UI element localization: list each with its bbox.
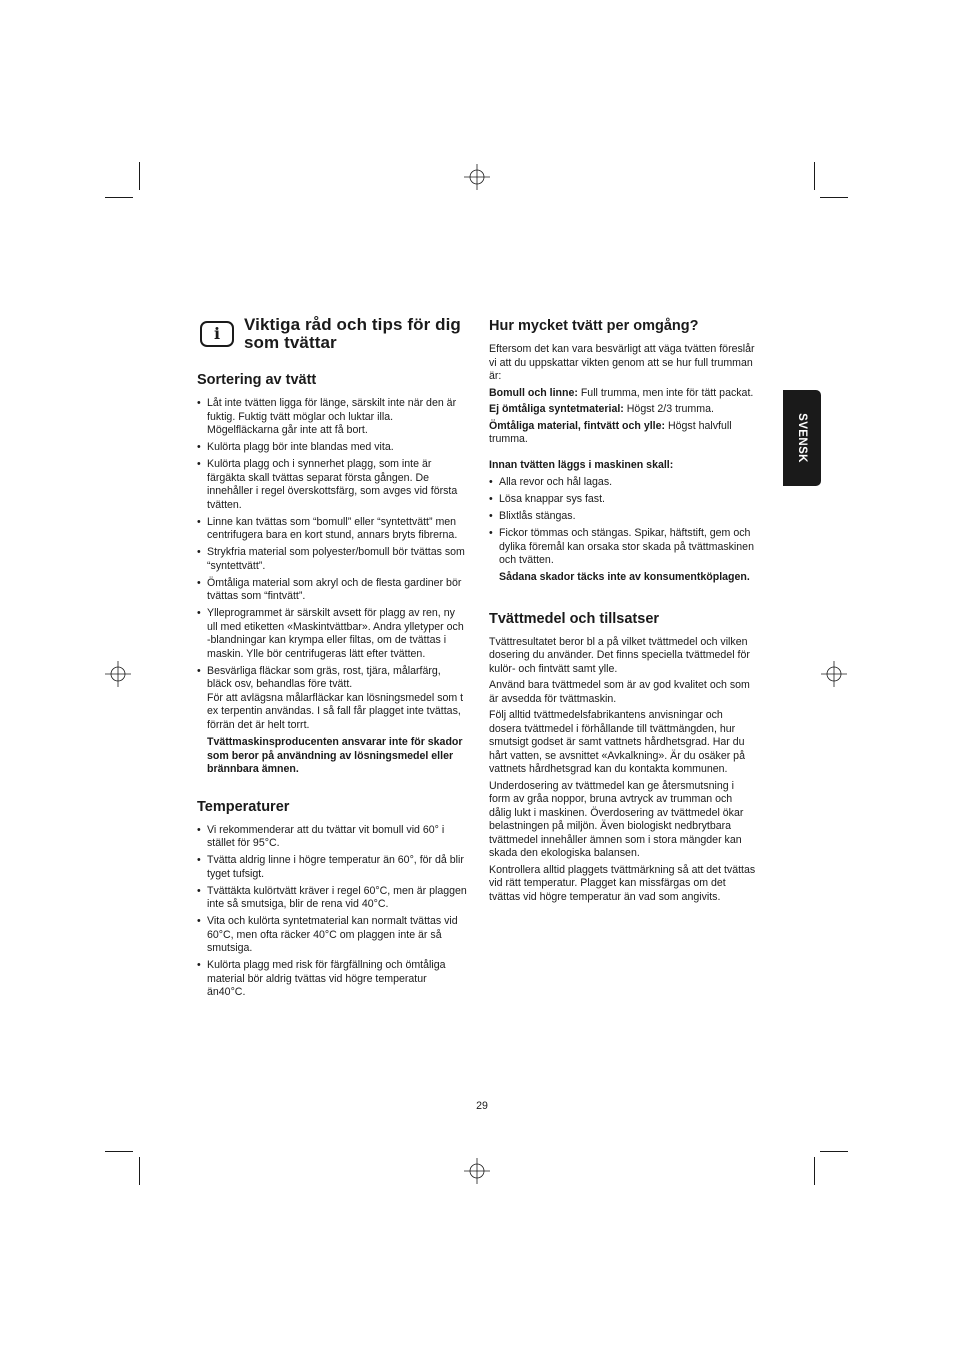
crop-mark [105,1151,133,1152]
crop-mark [820,197,848,198]
list-item: • Låt inte tvätten ligga för länge, särskilt inte när den är fuktig. Fuktig tvätt möglar och luktar illa. Mögelfläckarna går inte att få bort. [197,397,467,438]
detergent-paragraph: Följ alltid tvättmedelsfabrikantens anvisningar och dosera tvättmedel i förhållande till tvättmängden, hur smutsigt godset är samt vattnets hårdhetsgrad. Har du hårt vatten, se avsnittet «Avkalkning». Är du osäker på vattnets hårdhetsgrad kan du kontakta kommunen. [489,709,745,775]
load-row-label: Bomull och linne: [489,386,578,399]
list-item [197,665,467,733]
registration-mark-icon [464,1158,490,1184]
right-column [489,318,757,907]
info-icon: i [200,321,234,347]
temperatures-list [197,824,467,1000]
list-item: • Kulörta plagg med risk för färgfällning och ömtåliga material bör aldrig tvättas vid högre temperatur än40°C. [197,959,467,1000]
list-item: • Kulörta plagg bör inte blandas med vita. [197,441,467,455]
crop-mark [105,197,133,198]
solvent-warning: Tvättmaskinsproducenten ansvarar inte för skador som beror på användning av lösningsmedel eller brännbara ämnen. [207,736,463,775]
crop-mark [814,1157,815,1185]
registration-mark-icon [464,164,490,190]
temperatures-heading: Temperaturer [197,798,290,815]
sorting-heading: Sortering av tvätt [197,372,317,388]
load-row-text: Full trumma, men inte för tätt packat. [580,386,754,399]
load-row-label: Ej ömtåliga syntetmaterial: [489,403,624,415]
crop-mark [139,162,140,190]
list-item: • Linne kan tvättas som “bomull” eller “syntettvätt” men centrifugera bara en kort stund, annars bryts fibrerna. [197,516,467,543]
list-item: • Ylleprogrammet är särskilt avsett för plagg av ren, ny ull med etiketten «Maskintvättbar». Andra ylletyper och -blandningar kan krympa eller filtas, om de tvättas i maskin. Ylle bör centrifugeras lätt efter tvätten. [197,607,467,661]
load-row-label: Ömtåliga material, fintvätt och ylle: [489,419,666,432]
registration-mark-icon [821,661,847,687]
load-row [489,420,757,447]
load-intro: Eftersom det kan vara besvärligt att väga tvätten föreslår vi att du uppskattar vikten genom att se hur full trumman är: [489,343,755,382]
before-wash-list [489,476,757,568]
registration-mark-icon [105,661,131,687]
crop-mark [820,1151,848,1152]
left-column [197,316,467,1003]
load-row-text: Högst halvfull trumma. [489,419,732,445]
list-item: • Ömtåliga material som akryl och de flesta gardiner bör tvättas som “fintvätt”. [197,577,467,604]
stain-text: Besvärliga fläckar som gräs, rost, tjära, målarfärg, bläck osv, behandlas före tvätt. [207,664,441,690]
list-item: • Lösa knappar sys fast. [489,493,757,507]
crop-mark [814,162,815,190]
before-wash-heading: Innan tvätten läggs i maskinen skall: [489,458,674,471]
load-row [489,387,757,401]
list-item: • Vi rekommenderar att du tvättar vit bomull vid 60° i stället för 95°C. [197,824,467,851]
page-number: 29 [476,1100,488,1112]
list-item: • Alla revor och hål lagas. [489,476,757,490]
sorting-list [197,397,467,732]
detergent-paragraph: Använd bara tvättmedel som är av god kvalitet och som är avsedda för tvättmaskin. [489,679,750,705]
language-tab-label: SVENSK [796,413,808,463]
list-item: • Kulörta plagg och i synnerhet plagg, som inte är färgäkta skall tvättas separat första gången. De innehåller i regel överskottsfärg, som avges vid första tvätten. [197,458,467,512]
detergent-heading: Tvättmedel och tillsatser [489,610,660,627]
page-title: Viktiga råd och tips för dig som tvättar [244,315,461,352]
page-title-block [197,316,467,352]
list-item: • Tvättäkta kulörtvätt kräver i regel 60°C, men är plaggen inte så smutsiga, blir de rena vid 40°C. [197,885,467,912]
list-item: • Fickor tömmas och stängas. Spikar, häftstift, gem och dylika föremål kan orsaka stor skada på tvättmaskinen och tvätten. [489,527,757,568]
warranty-note: Sådana skador täcks inte av konsumentköplagen. [499,571,750,583]
stain-extra-text: För att avlägsna målarfläckar kan lösningsmedel som t ex terpentin användas. I så fall får plagget inte tvättas, förrän det är helt torrt. [207,691,464,731]
load-heading: Hur mycket tvätt per omgång? [489,318,699,334]
detergent-paragraph: Kontrollera alltid plaggets tvättmärkning så att det tvättas vid rätt temperatur. Plagget kan missfärgas om det tvättas vid högre temperatur än vad som angivits. [489,863,756,903]
crop-mark [139,1157,140,1185]
language-tab [783,390,821,486]
detergent-paragraph: Underdosering av tvättmedel kan ge återsmutsning i form av gråa noppor, bruna avtryck av trumman och dålig lukt i maskinen. Överdosering av tvättmedel ökar belastningen på miljön. Även biologiskt nedbrytbara tvättmedel innehåller ämnen som i stora mängder kan skada den ekologiska balansen. [489,779,744,859]
detergent-paragraph: Tvättresultatet beror bl a på vilket tvättmedel och vilken dosering du använder. Det finns speciella tvättmedel för kulör- och fintvätt samt ylle. [489,635,750,675]
list-item: • Tvätta aldrig linne i högre temperatur än 60°, för då blir tyget tufsigt. [197,854,467,881]
load-row-text: Högst 2/3 trumma. [626,403,714,415]
list-item: • Vita och kulörta syntetmaterial kan normalt tvättas vid 60°C, men ofta räcker 40°C om plaggen inte är så smutsiga. [197,915,467,956]
list-item: • Strykfria material som polyester/bomull bör tvättas som “syntettvätt”. [197,546,467,573]
load-row [489,403,757,417]
list-item: • Blixtlås stängas. [489,510,757,524]
